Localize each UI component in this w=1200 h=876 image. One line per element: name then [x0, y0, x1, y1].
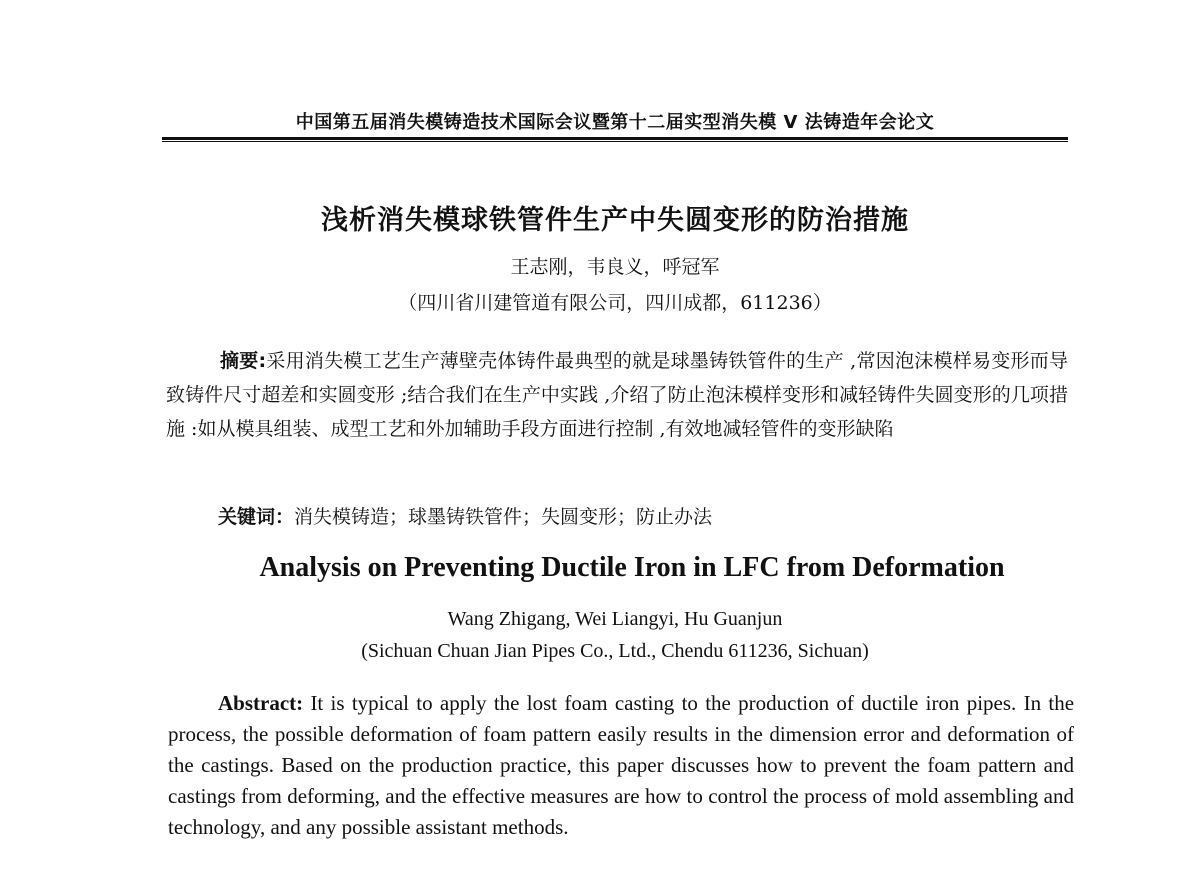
conference-header: 中国第五届消失模铸造技术国际会议暨第十二届实型消失模 V 法铸造年会论文 — [295, 112, 935, 133]
chinese-keywords-text: 消失模铸造；球墨铸铁管件；失圆变形；防止办法 — [294, 506, 713, 528]
chinese-abstract-text: 采用消失模工艺生产薄壁壳体铸件最典型的就是球墨铸铁管件的生产 ,常因泡沫模样易变形而导致铸件尺寸超差和实圆变形 ;结合我们在生产中实践 ,介绍了防止泡沫模样变形和减轻铸件失圆变形的几项措施 :如从模具组装、成型工艺和外加辅助手段方面进行控制 ,有效地减轻管件的变形缺陷 — [166, 350, 1068, 440]
english-abstract-label: Abstract: — [218, 691, 304, 715]
chinese-authors: 王志刚，韦良义，呼冠军 — [510, 256, 720, 278]
chinese-keywords-label: 关键词： — [218, 506, 295, 528]
english-title: Analysis on Preventing Ductile Iron in LFC from Deformation — [259, 552, 1005, 583]
english-affiliation: (Sichuan Chuan Jian Pipes Co., Ltd., Chendu 611236, Sichuan) — [361, 640, 869, 662]
english-abstract-text: It is typical to apply the lost foam casting to the production of ductile iron pipes. In the process, the possible deformation of foam pattern easily results in the dimension error and deformation of the castings. Based on the production practice, this paper discusses how to prevent the foam pattern and castings from deforming, and the effective measures are how to control the process of mold assembling and technology, and any possible assistant methods. — [168, 691, 1075, 839]
english-authors: Wang Zhigang, Wei Liangyi, Hu Guanjun — [447, 608, 783, 630]
header-rule-thick — [162, 137, 1068, 140]
chinese-affiliation: （四川省川建管道有限公司，四川成都，611236） — [398, 292, 832, 314]
chinese-keywords — [218, 502, 1068, 529]
chinese-title: 浅析消失模球铁管件生产中失圆变形的防治措施 — [321, 205, 909, 236]
header-rule-thin — [162, 141, 1068, 142]
chinese-abstract — [166, 344, 1068, 446]
english-abstract — [168, 688, 1074, 843]
chinese-abstract-label: 摘要: — [220, 350, 267, 372]
